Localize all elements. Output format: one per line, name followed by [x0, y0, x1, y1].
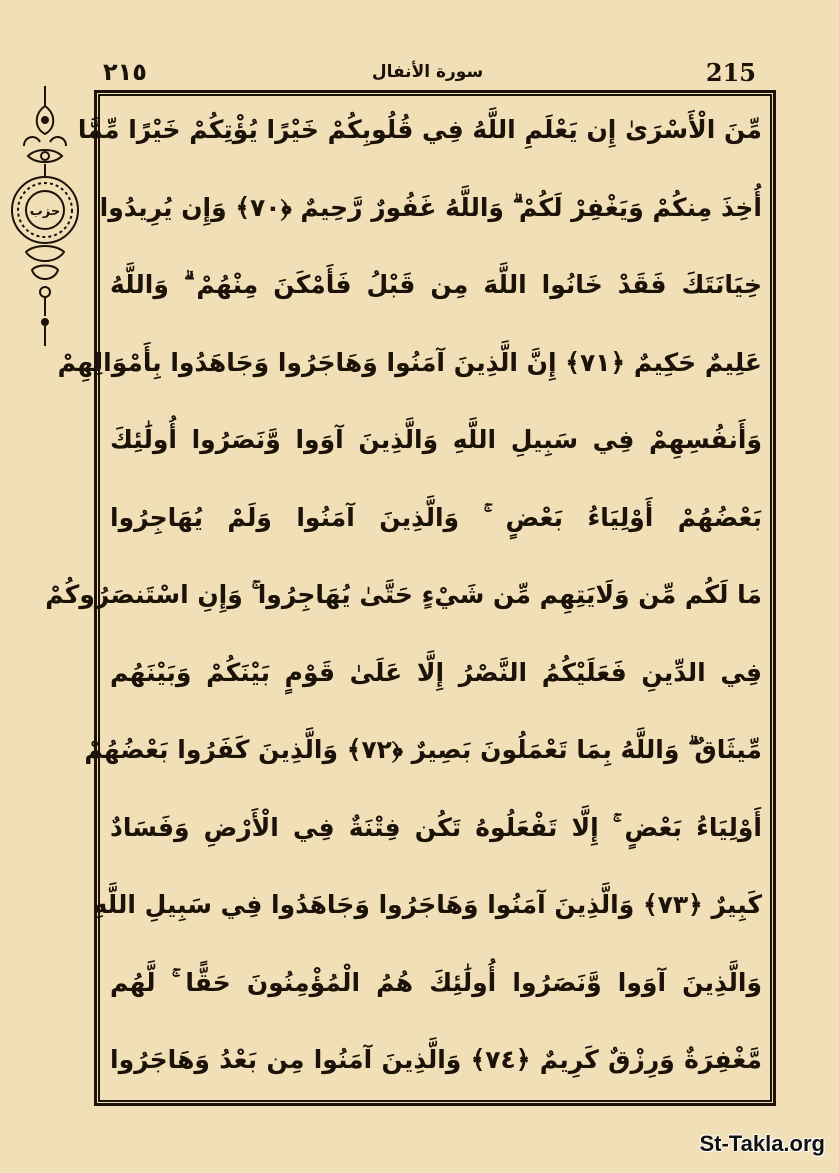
page-header — [95, 58, 760, 92]
verse-line: أَوْلِيَاءُ بَعْضٍ ۚ إِلَّا تَفْعَلُوهُ تَكُن فِتْنَةٌ فِي الْأَرْضِ وَفَسَادٌ — [110, 812, 762, 842]
verse-line: بَعْضُهُمْ أَوْلِيَاءُ بَعْضٍ ۚ وَالَّذِينَ آمَنُوا وَلَمْ يُهَاجِرُوا — [110, 502, 762, 532]
verse-line: وَأَنفُسِهِمْ فِي سَبِيلِ اللَّهِ وَالَّذِينَ آوَوا وَّنَصَرُوا أُولَٰئِكَ — [110, 425, 762, 454]
verse-line: عَلِيمٌ حَكِيمٌ ﴿٧١﴾ إِنَّ الَّذِينَ آمَنُوا وَهَاجَرُوا وَجَاهَدُوا بِأَمْوَالِهِمْ — [57, 347, 762, 377]
verse-line: فِي الدِّينِ فَعَلَيْكُمُ النَّصْرُ إِلَّا عَلَىٰ قَوْمٍ بَيْنَكُمْ وَبَيْنَهُم — [110, 657, 762, 687]
verse-line: أُخِذَ مِنكُمْ وَيَغْفِرْ لَكُمْ ۗ وَاللَّهُ غَفُورٌ رَّحِيمٌ ﴿٧٠﴾ وَإِن يُرِيدُوا — [99, 192, 762, 222]
hizb-label: حزب — [29, 204, 61, 219]
watermark: St-Takla.org — [699, 1131, 825, 1156]
hizb-marker-ornament-icon — [6, 84, 84, 350]
verse-line: مَّغْفِرَةٌ وَرِزْقٌ كَرِيمٌ ﴿٧٤﴾ وَالَّذِينَ آمَنُوا مِن بَعْدُ وَهَاجَرُوا — [110, 1045, 762, 1074]
verse-line: وَالَّذِينَ آوَوا وَّنَصَرُوا أُولَٰئِكَ هُمُ الْمُؤْمِنُونَ حَقًّا ۚ لَّهُم — [110, 967, 762, 997]
page-number-arabic: ٢١٥ — [103, 58, 147, 86]
verse-line: مِّيثَاقٌ ۗ وَاللَّهُ بِمَا تَعْمَلُونَ بَصِيرٌ ﴿٧٢﴾ وَالَّذِينَ كَفَرُوا بَعْضُهُمْ — [84, 735, 762, 764]
verse-line: خِيَانَتَكَ فَقَدْ خَانُوا اللَّهَ مِن قَبْلُ فَأَمْكَنَ مِنْهُمْ ۗ وَاللَّهُ — [110, 270, 763, 299]
verse-line: كَبِيرٌ ﴿٧٣﴾ وَالَّذِينَ آمَنُوا وَهَاجَرُوا وَجَاهَدُوا فِي سَبِيلِ اللَّهِ — [92, 890, 762, 919]
surah-title: سورة الأنفال — [371, 62, 484, 82]
verse-line: مِّنَ الْأَسْرَىٰ إِن يَعْلَمِ اللَّهُ فِي قُلُوبِكُمْ خَيْرًا يُؤْتِكُمْ خَيْرًا مِّمَّا — [77, 115, 762, 144]
verse-line: مَا لَكُم مِّن وَلَايَتِهِم مِّن شَيْءٍ حَتَّىٰ يُهَاجِرُوا ۚ وَإِنِ اسْتَنصَرُوكُمْ — [45, 580, 762, 609]
page-number-maghrebi: 215 — [705, 58, 756, 87]
